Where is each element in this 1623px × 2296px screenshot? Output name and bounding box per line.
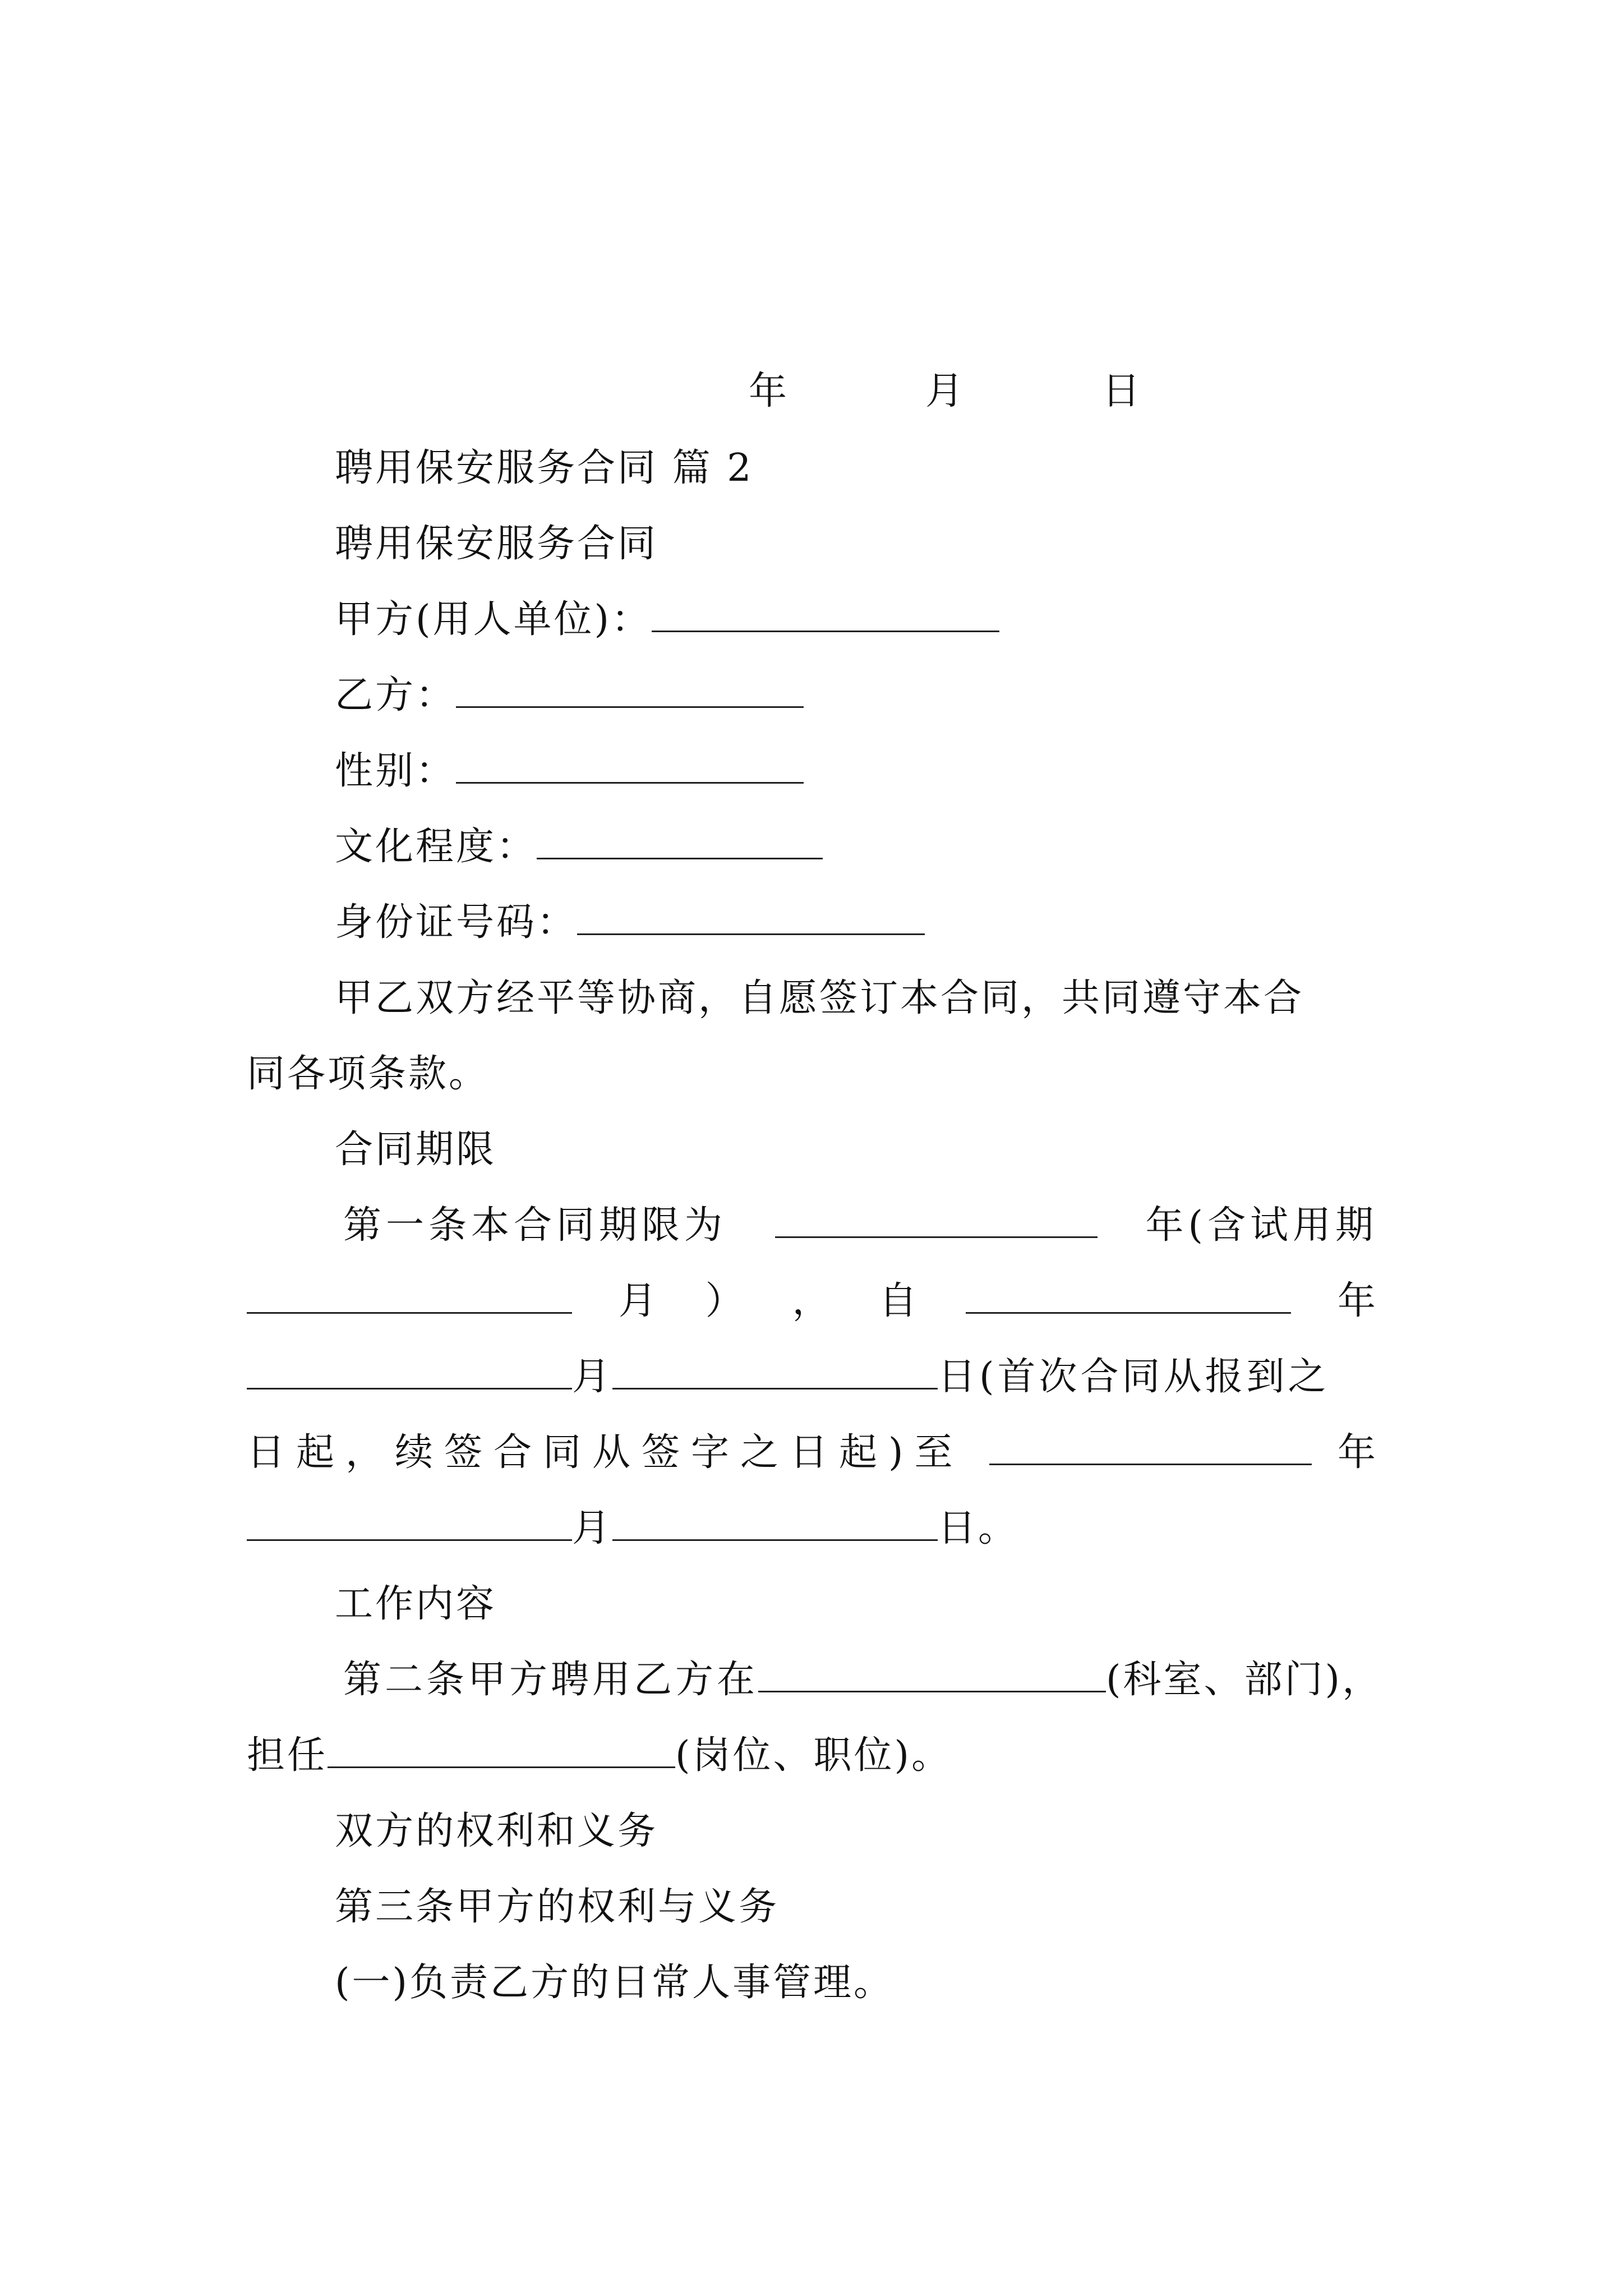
id-number-field [335, 900, 925, 945]
start-day-blank [612, 1355, 938, 1389]
education-label: 文化程度： [335, 825, 537, 869]
work-line-2 [247, 1733, 952, 1778]
term-line-5 [247, 1506, 1018, 1551]
intro-line-1: 甲乙双方经平等协商，自愿签订本合同，共同遵守本合 [335, 976, 1304, 1020]
party-b-field [335, 673, 804, 718]
term-line-3 [247, 1355, 1330, 1400]
id-number-blank [577, 901, 925, 935]
section-rights-title: 双方的权利和义务 [335, 1809, 658, 1853]
term-years-blank [775, 1204, 1098, 1238]
start-year-blank [966, 1280, 1291, 1314]
education-field [335, 825, 823, 869]
contract-title: 聘用保安服务合同 [335, 522, 658, 566]
end-month-blank [247, 1507, 572, 1541]
intro-line-2: 同各项条款。 [247, 1052, 490, 1096]
work-l1-text-b: (科室、部门)， [1106, 1658, 1383, 1702]
start-month-blank [247, 1355, 572, 1389]
article-3-item-1: (一)负责乙方的日常人事管理。 [335, 1961, 895, 2005]
party-a-blank [652, 598, 999, 632]
term-l2-paren: ） [705, 1279, 746, 1323]
term-l4-text: 日起，续签合同从签字之日起)至 [247, 1430, 964, 1475]
work-l2-text-a: 担任 [247, 1733, 328, 1778]
party-b-label: 乙方： [335, 673, 457, 717]
term-l2-from: 自 [879, 1279, 920, 1323]
party-a-field [335, 597, 999, 642]
section-work-title: 工作内容 [335, 1582, 497, 1626]
end-day-blank [612, 1507, 938, 1541]
term-l5-month: 月 [572, 1506, 613, 1550]
term-l3-text: 日(首次合同从报到之 [938, 1355, 1330, 1399]
term-l4-year: 年 [1337, 1430, 1378, 1475]
term-l2-month: 月 [618, 1279, 659, 1323]
term-l2-year: 年 [1337, 1279, 1378, 1323]
term-line-4 [247, 1430, 1378, 1475]
article-3: 第三条甲方的权利与义务 [335, 1885, 780, 1929]
gender-blank [456, 749, 804, 784]
work-l2-text-b: (岗位、职位)。 [675, 1733, 952, 1778]
date-year: 年 [749, 369, 787, 413]
term-l1-text-b: 年(含试用期 [1145, 1203, 1378, 1248]
date-day: 日 [1102, 369, 1141, 413]
term-l3-month: 月 [572, 1355, 613, 1399]
department-blank [758, 1658, 1106, 1692]
work-l1-text-a: 第二条甲方聘用乙方在 [343, 1658, 759, 1702]
probation-months-blank [247, 1280, 572, 1314]
gender-label: 性别： [335, 749, 457, 793]
work-line-1 [343, 1658, 1382, 1703]
term-l2-comma: ， [792, 1279, 833, 1323]
term-l5-text: 日。 [938, 1506, 1019, 1550]
gender-field [335, 749, 804, 794]
term-line-2 [247, 1279, 1378, 1324]
education-blank [537, 825, 823, 859]
party-a-label: 甲方(用人单位)： [335, 597, 652, 642]
section-term-title: 合同期限 [335, 1128, 497, 1172]
term-line-1 [343, 1203, 1378, 1248]
party-b-blank [456, 674, 804, 708]
term-l1-text-a: 第一条本合同期限为 [343, 1203, 727, 1248]
heading-with-part: 聘用保安服务合同 篇 2 [335, 446, 754, 490]
id-number-label: 身份证号码： [335, 900, 578, 945]
date-month: 月 [925, 369, 964, 413]
end-year-blank [989, 1431, 1312, 1465]
position-blank [328, 1734, 675, 1768]
